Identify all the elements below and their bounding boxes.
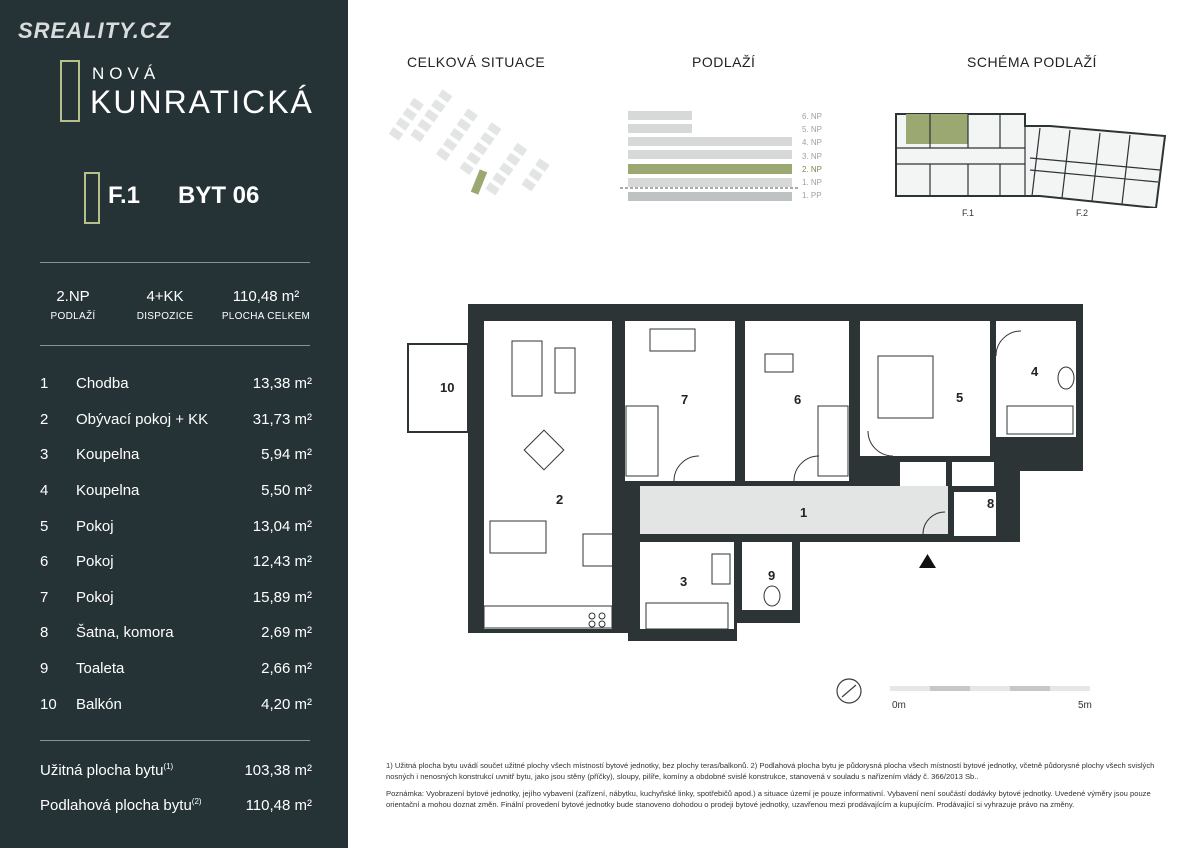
- svg-text:5: 5: [956, 390, 964, 405]
- north-arrow-icon: [834, 676, 864, 706]
- svg-text:7: 7: [681, 392, 689, 407]
- room-row: 7 Pokoj 15,89 m²: [40, 588, 312, 606]
- room-row: 9 Toaleta 2,66 m²: [40, 660, 312, 678]
- room-1: [640, 486, 948, 534]
- room-5: [860, 321, 990, 456]
- scheme-title: SCHÉMA PODLAŽÍ: [967, 54, 1097, 70]
- svg-text:4: 4: [1031, 364, 1039, 379]
- summary-layout: 4+KK DISPOZICE: [136, 288, 194, 322]
- summary-area: 110,48 m² PLOCHA CELKEM: [221, 288, 311, 322]
- brand-logo-icon: [60, 60, 80, 122]
- floor-labels: 6. NP 5. NP 4. NP 3. NP 2. NP 1. NP 1. PP: [802, 112, 823, 201]
- scheme-label-f1: F.1: [962, 208, 975, 218]
- brand-line1: NOVÁ: [92, 64, 161, 83]
- site-situation-map: [385, 88, 555, 228]
- unit-logo-icon: [84, 172, 100, 224]
- room-row: 4 Koupelna 5,50 m²: [40, 482, 312, 500]
- scale-start: 0m: [892, 700, 906, 711]
- floor-plan: [400, 296, 1090, 661]
- room-list: [40, 366, 312, 722]
- room-10: [408, 344, 468, 432]
- unit-highlight: [906, 114, 968, 144]
- divider: [40, 262, 310, 263]
- svg-text:6: 6: [794, 392, 802, 407]
- room-9: [742, 542, 792, 610]
- svg-text:3: 3: [680, 574, 688, 589]
- room-2: [484, 321, 612, 629]
- scheme-label-f2: F.2: [1076, 208, 1089, 218]
- room-7: [625, 321, 735, 481]
- building-code: F.1: [108, 182, 141, 209]
- room-row: 10 Balkón 4,20 m²: [40, 695, 312, 713]
- info-panel: [0, 0, 348, 848]
- room-row: 1 Chodba 13,38 m²: [40, 375, 312, 393]
- summary-floor: 2.NP PODLAŽÍ: [50, 288, 96, 322]
- situation-title: CELKOVÁ SITUACE: [407, 54, 546, 70]
- room-row: 3 Koupelna 5,94 m²: [40, 446, 312, 464]
- floor-stack: [620, 108, 800, 208]
- floors-title: PODLAŽÍ: [692, 54, 756, 70]
- entrance-arrow-icon: [919, 554, 936, 568]
- usable-area-row: Užitná plocha bytu$^{(1)}$ 103,38 m²: [40, 762, 312, 779]
- scale-end: 5m: [1078, 700, 1092, 711]
- unit-name: BYT 06: [178, 182, 260, 209]
- room-row: 5 Pokoj 13,04 m²: [40, 517, 312, 535]
- divider: [40, 345, 310, 346]
- scale-bar: [890, 686, 1095, 694]
- room-row: 2 Obývací pokoj + KK 31,73 m²: [40, 410, 312, 428]
- highlighted-floor: [628, 164, 792, 174]
- svg-text:1: 1: [800, 505, 808, 520]
- floor-scheme: [890, 108, 1170, 208]
- footnote-areas: 1) Užitná plocha bytu uvádí součet užitné plochy všech místností bytové jednotky, bez plochy teras/balkonů. 2) Podlahová plocha bytu je půdorysná plocha všech místností bytové jednotky, včetně půdorysné plochy všech svislých nosných i nenosných konstrukcí uvnitř bytu, jako jsou stěny (příčky), sloupy, pilíře, komíny a obdobné svislé konstrukce, stanovená v souladu s nařízením vlády č. 366/2013 Sb..: [386, 761, 1155, 781]
- divider: [40, 740, 310, 741]
- svg-text:9: 9: [768, 568, 776, 583]
- floor-area-row: Podlahová plocha bytu$^{(2)}$ 110,48 m²: [40, 797, 312, 814]
- footnote-disclaimer: Poznámka: Vyobrazení bytové jednotky, jejího vybavení (zařízení, nábytku, kuchyňské linky, spotřebičů apod.) a situace území je pouze informativní. Vybavení není součástí dodávky bytové jednotky. Uvedené výměry jsou pouze orientační a mohou doznat změn. Finální provedení bytové jednotky bude stanoveno dohodou o prodeji bytové jednotky, uzavřenou mezi prodávajícím a kupujícím. Prodávající si vyhrazuje právo na změny.: [386, 789, 1151, 809]
- room-row: 6 Pokoj 12,43 m²: [40, 553, 312, 571]
- room-row: 8 Šatna, komora 2,69 m²: [40, 624, 312, 642]
- svg-text:2: 2: [556, 492, 564, 507]
- brand-line2: KUNRATICKÁ: [90, 84, 314, 120]
- watermark: SREALITY.CZ: [18, 18, 172, 43]
- footnotes: [386, 760, 1158, 816]
- svg-text:8: 8: [987, 496, 995, 511]
- room-4: [996, 321, 1076, 437]
- unit-location-marker: [471, 169, 487, 194]
- svg-text:10: 10: [440, 380, 455, 395]
